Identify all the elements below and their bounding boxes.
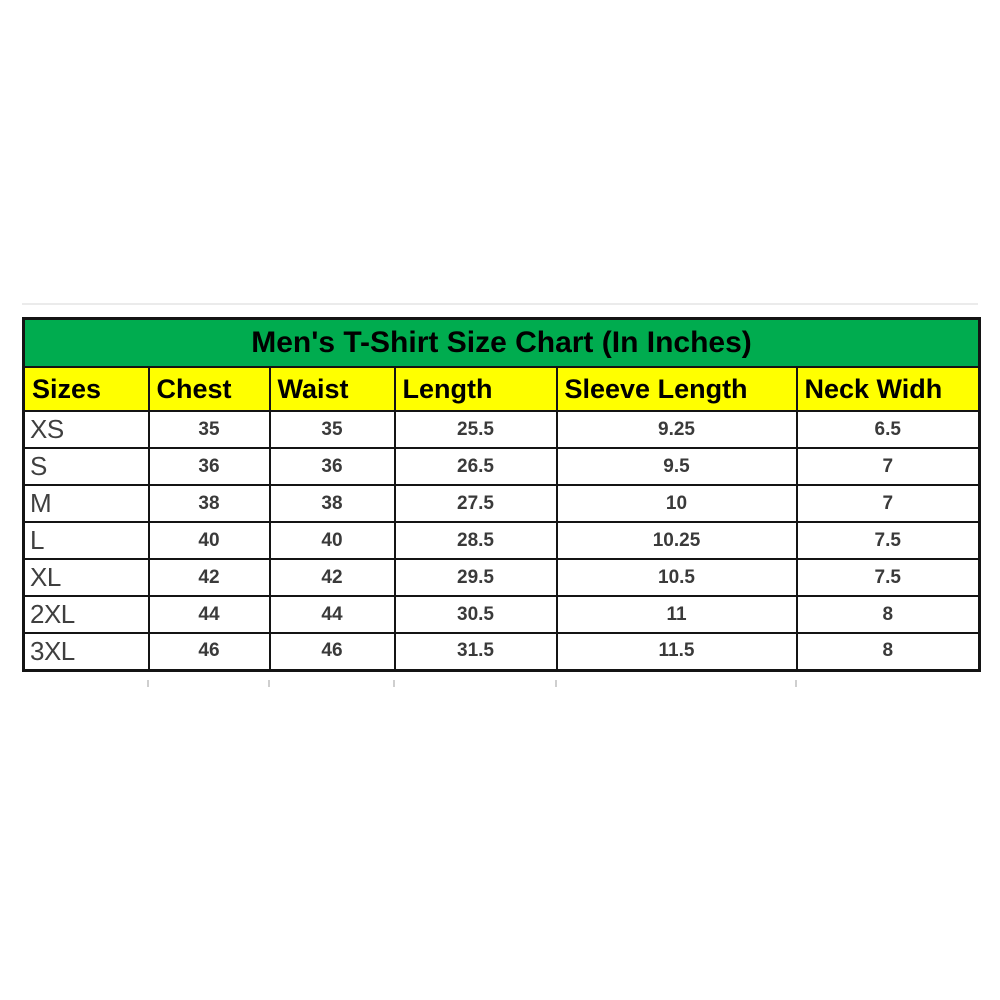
size-chart-table bbox=[22, 317, 981, 672]
value-cell: 40 bbox=[149, 522, 270, 559]
gridline-artifact-bottom bbox=[147, 680, 149, 687]
value-cell: 46 bbox=[149, 633, 270, 670]
value-cell: 7 bbox=[797, 485, 980, 522]
column-header-sleeve-length: Sleeve Length bbox=[557, 367, 797, 411]
value-cell: 26.5 bbox=[395, 448, 557, 485]
size-label: 2XL bbox=[24, 596, 149, 633]
size-chart bbox=[22, 317, 981, 672]
gridline-artifact-bottom bbox=[268, 680, 270, 687]
size-label: M bbox=[24, 485, 149, 522]
gridline-artifact-top bbox=[22, 303, 978, 305]
value-cell: 9.5 bbox=[557, 448, 797, 485]
value-cell: 7 bbox=[797, 448, 980, 485]
gridline-artifact-bottom bbox=[393, 680, 395, 687]
value-cell: 36 bbox=[270, 448, 395, 485]
value-cell: 38 bbox=[149, 485, 270, 522]
table-row-l bbox=[24, 522, 980, 559]
value-cell: 30.5 bbox=[395, 596, 557, 633]
column-header-chest: Chest bbox=[149, 367, 270, 411]
column-header-neck-widh: Neck Widh bbox=[797, 367, 980, 411]
value-cell: 40 bbox=[270, 522, 395, 559]
size-label: XS bbox=[24, 411, 149, 448]
value-cell: 25.5 bbox=[395, 411, 557, 448]
column-header-length: Length bbox=[395, 367, 557, 411]
column-header-waist: Waist bbox=[270, 367, 395, 411]
gridline-artifact-bottom bbox=[795, 680, 797, 687]
value-cell: 44 bbox=[149, 596, 270, 633]
column-header-sizes: Sizes bbox=[24, 367, 149, 411]
value-cell: 29.5 bbox=[395, 559, 557, 596]
value-cell: 7.5 bbox=[797, 559, 980, 596]
value-cell: 42 bbox=[149, 559, 270, 596]
size-label: 3XL bbox=[24, 633, 149, 670]
chart-title: Men's T-Shirt Size Chart (In Inches) bbox=[24, 319, 980, 368]
value-cell: 42 bbox=[270, 559, 395, 596]
value-cell: 28.5 bbox=[395, 522, 557, 559]
value-cell: 10.5 bbox=[557, 559, 797, 596]
table-row-2xl bbox=[24, 596, 980, 633]
column-header-row bbox=[24, 367, 980, 411]
size-label: S bbox=[24, 448, 149, 485]
table-body bbox=[24, 411, 980, 670]
gridline-artifact-bottom bbox=[555, 680, 557, 687]
value-cell: 11 bbox=[557, 596, 797, 633]
value-cell: 36 bbox=[149, 448, 270, 485]
table-row-3xl bbox=[24, 633, 980, 670]
table-row-xl bbox=[24, 559, 980, 596]
value-cell: 9.25 bbox=[557, 411, 797, 448]
size-label: XL bbox=[24, 559, 149, 596]
value-cell: 27.5 bbox=[395, 485, 557, 522]
title-row bbox=[24, 319, 980, 368]
value-cell: 6.5 bbox=[797, 411, 980, 448]
table-row-m bbox=[24, 485, 980, 522]
value-cell: 35 bbox=[149, 411, 270, 448]
value-cell: 8 bbox=[797, 633, 980, 670]
size-label: L bbox=[24, 522, 149, 559]
value-cell: 38 bbox=[270, 485, 395, 522]
value-cell: 44 bbox=[270, 596, 395, 633]
value-cell: 8 bbox=[797, 596, 980, 633]
value-cell: 31.5 bbox=[395, 633, 557, 670]
table-row-xs bbox=[24, 411, 980, 448]
value-cell: 7.5 bbox=[797, 522, 980, 559]
value-cell: 11.5 bbox=[557, 633, 797, 670]
table-row-s bbox=[24, 448, 980, 485]
value-cell: 10 bbox=[557, 485, 797, 522]
value-cell: 10.25 bbox=[557, 522, 797, 559]
value-cell: 35 bbox=[270, 411, 395, 448]
value-cell: 46 bbox=[270, 633, 395, 670]
